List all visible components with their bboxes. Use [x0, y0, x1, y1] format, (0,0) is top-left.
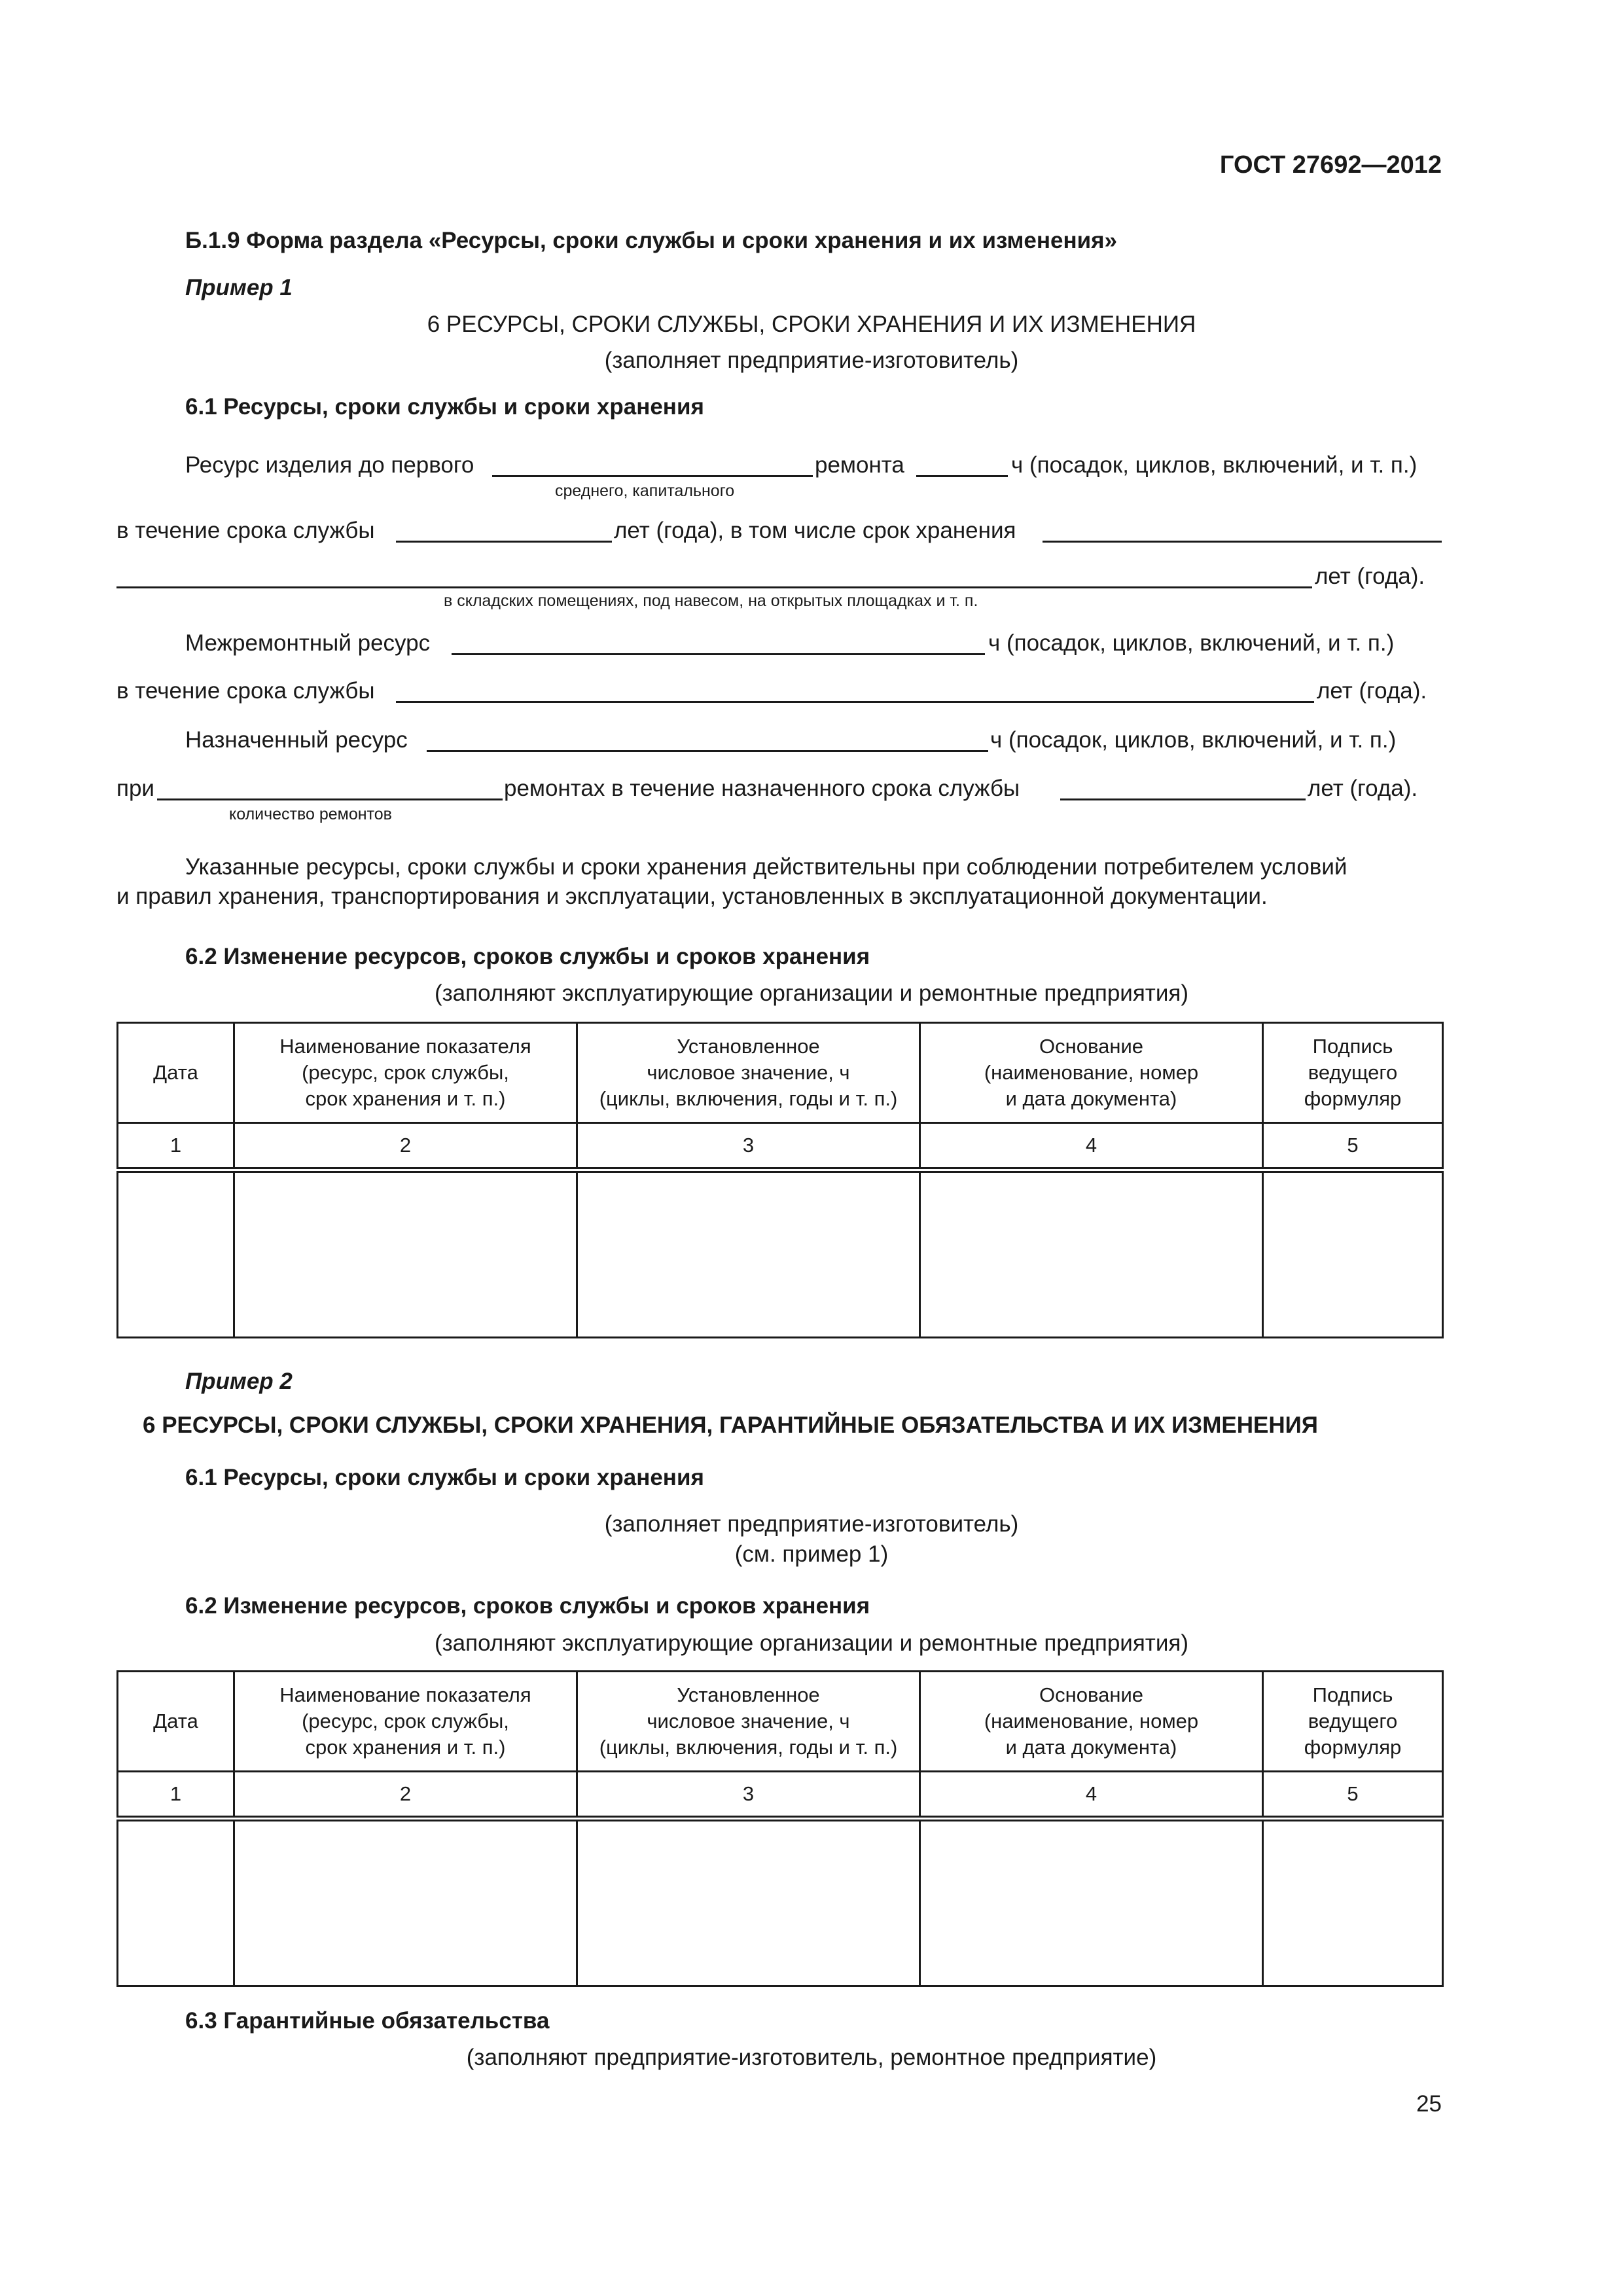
- header-indicator: [234, 1672, 577, 1772]
- header-signature-line2: ведущего: [1308, 1710, 1398, 1732]
- header-date: [118, 1023, 234, 1123]
- example1-title: 6 РЕСУРСЫ, СРОКИ СЛУЖБЫ, СРОКИ ХРАНЕНИЯ И ИХ ИЗМЕНЕНИЯ: [427, 312, 1196, 337]
- header-signature-line1: Подпись: [1312, 1683, 1393, 1706]
- header-date-text: Дата: [153, 1061, 198, 1084]
- header-indicator-line1: Наименование показателя: [279, 1035, 531, 1058]
- example1-label: Пример 1: [185, 275, 293, 300]
- col-number: 5: [1263, 1772, 1443, 1819]
- form-l4-label: Межремонтный ресурс: [185, 630, 431, 656]
- table-cell-empty[interactable]: [118, 1170, 234, 1338]
- table-cell-empty[interactable]: [920, 1819, 1263, 1986]
- header-basis-line2: (наименование, номер: [984, 1710, 1199, 1732]
- form-l6-unit: ч (посадок, циклов, включений, и т. п.): [990, 727, 1397, 753]
- form-l5-unit: лет (года).: [1317, 678, 1427, 704]
- page-number: 25: [1416, 2091, 1442, 2117]
- header-basis-line1: Основание: [1039, 1035, 1143, 1058]
- note-line-2: и правил хранения, транспортирования и эксплуатации, установленных в эксплуатационной документации.: [116, 884, 1268, 909]
- table-cell-empty[interactable]: [577, 1170, 920, 1338]
- table-header-row: [118, 1023, 1443, 1123]
- example2-subsection-6-2: 6.2 Изменение ресурсов, сроков службы и сроков хранения: [185, 1593, 870, 1619]
- header-value: [577, 1672, 920, 1772]
- table-number-row: [118, 1772, 1443, 1819]
- header-indicator-line2: (ресурс, срок службы,: [302, 1061, 509, 1084]
- header-indicator-line3: срок хранения и т. п.): [305, 1736, 506, 1759]
- form-l7-label: при: [116, 776, 154, 801]
- table-cell-empty[interactable]: [577, 1819, 920, 1986]
- header-value-line1: Установленное: [677, 1035, 820, 1058]
- document-code: ГОСТ 27692—2012: [1219, 151, 1442, 179]
- col-number: 3: [577, 1772, 920, 1819]
- header-signature-line2: ведущего: [1308, 1061, 1398, 1084]
- form-l7-hint: количество ремонтов: [229, 805, 392, 823]
- form-l2-field-storage[interactable]: [1043, 541, 1442, 543]
- table-cell-empty[interactable]: [1263, 1819, 1443, 1986]
- header-value-line3: (циклы, включения, годы и т. п.): [599, 1087, 898, 1110]
- form-l3-hint: в складских помещениях, под навесом, на открытых площадках и т. п.: [444, 592, 978, 610]
- form-l7-field-repair-count[interactable]: [157, 798, 503, 800]
- example2-label: Пример 2: [185, 1369, 293, 1394]
- section-title: Б.1.9 Форма раздела «Ресурсы, сроки службы и сроки хранения и их изменения»: [185, 228, 1118, 253]
- table-header-row: [118, 1672, 1443, 1772]
- form-l3-field-storage-place[interactable]: [116, 586, 1312, 588]
- table-number-row: [118, 1123, 1443, 1170]
- header-basis: [920, 1023, 1263, 1123]
- header-signature-line1: Подпись: [1312, 1035, 1393, 1058]
- header-value-line1: Установленное: [677, 1683, 820, 1706]
- header-basis-line2: (наименование, номер: [984, 1061, 1199, 1084]
- col-number: 4: [920, 1123, 1263, 1170]
- header-indicator-line1: Наименование показателя: [279, 1683, 531, 1706]
- header-value-line2: числовое значение, ч: [647, 1061, 850, 1084]
- form-l4-unit: ч (посадок, циклов, включений, и т. п.): [988, 630, 1395, 656]
- header-value-line2: числовое значение, ч: [647, 1710, 850, 1732]
- example1-subsection-6-2: 6.2 Изменение ресурсов, сроков службы и сроков хранения: [185, 944, 870, 969]
- table-row: [118, 1819, 1443, 1986]
- changes-table-example2: [116, 1670, 1444, 1987]
- example2-subsection-6-3: 6.3 Гарантийные обязательства: [185, 2008, 550, 2034]
- form-l1-hint: среднего, капитального: [555, 482, 735, 500]
- form-l6-field-assigned-resource[interactable]: [427, 750, 988, 752]
- col-number: 2: [234, 1772, 577, 1819]
- header-signature-line3: формуляр: [1304, 1736, 1402, 1759]
- example2-filled-by: (заполняет предприятие-изготовитель): [604, 1511, 1019, 1537]
- table-cell-empty[interactable]: [234, 1170, 577, 1338]
- header-signature-line3: формуляр: [1304, 1087, 1402, 1110]
- header-date: [118, 1672, 234, 1772]
- form-l4-field-overhaul-resource[interactable]: [452, 653, 985, 655]
- header-basis-line3: и дата документа): [1005, 1736, 1177, 1759]
- example2-subsection-6-1: 6.1 Ресурсы, сроки службы и сроки хранения: [185, 1465, 704, 1490]
- form-l6-label: Назначенный ресурс: [185, 727, 408, 753]
- form-l1-label-2: ремонта: [815, 452, 904, 478]
- example2-subsection-6-3-filled-by: (заполняют предприятие-изготовитель, ремонтное предприятие): [466, 2045, 1157, 2070]
- form-l1-field-repair-type[interactable]: [492, 475, 813, 477]
- header-indicator-line2: (ресурс, срок службы,: [302, 1710, 509, 1732]
- form-l5-field-service-life[interactable]: [396, 701, 1314, 703]
- form-l3-unit: лет (года).: [1315, 564, 1425, 589]
- col-number: 4: [920, 1772, 1263, 1819]
- example1-filled-by: (заполняет предприятие-изготовитель): [604, 348, 1019, 373]
- form-l1-unit: ч (посадок, циклов, включений, и т. п.): [1011, 452, 1418, 478]
- table-row: [118, 1170, 1443, 1338]
- col-number: 1: [118, 1123, 234, 1170]
- header-signature: [1263, 1672, 1443, 1772]
- example1-subsection-6-2-filled-by: (заполняют эксплуатирующие организации и ремонтные предприятия): [434, 980, 1188, 1006]
- header-basis-line1: Основание: [1039, 1683, 1143, 1706]
- table-cell-empty[interactable]: [920, 1170, 1263, 1338]
- header-indicator-line3: срок хранения и т. п.): [305, 1087, 506, 1110]
- col-number: 1: [118, 1772, 234, 1819]
- header-indicator: [234, 1023, 577, 1123]
- table-cell-empty[interactable]: [234, 1819, 577, 1986]
- table-cell-empty[interactable]: [1263, 1170, 1443, 1338]
- col-number: 2: [234, 1123, 577, 1170]
- table-cell-empty[interactable]: [118, 1819, 234, 1986]
- header-value-line3: (циклы, включения, годы и т. п.): [599, 1736, 898, 1759]
- form-l2-label: в течение срока службы: [116, 518, 375, 543]
- example2-see-example1: (см. пример 1): [734, 1541, 889, 1567]
- note-line-1: Указанные ресурсы, сроки службы и сроки хранения действительны при соблюдении потребителем условий: [185, 854, 1347, 880]
- col-number: 3: [577, 1123, 920, 1170]
- example1-subsection-6-1: 6.1 Ресурсы, сроки службы и сроки хранения: [185, 394, 704, 420]
- header-basis: [920, 1672, 1263, 1772]
- header-value: [577, 1023, 920, 1123]
- header-basis-line3: и дата документа): [1005, 1087, 1177, 1110]
- example2-subsection-6-2-filled-by: (заполняют эксплуатирующие организации и ремонтные предприятия): [434, 1630, 1188, 1656]
- form-l5-label: в течение срока службы: [116, 678, 375, 704]
- header-signature: [1263, 1023, 1443, 1123]
- form-l7-label-2: ремонтах в течение назначенного срока службы: [504, 776, 1020, 801]
- col-number: 5: [1263, 1123, 1443, 1170]
- form-l1-label: Ресурс изделия до первого: [185, 452, 474, 478]
- changes-table-example1: [116, 1022, 1444, 1338]
- form-l7-field-assigned-life[interactable]: [1060, 798, 1306, 800]
- form-l2-label-2: лет (года), в том числе срок хранения: [614, 518, 1016, 543]
- form-l2-field-service-life[interactable]: [396, 541, 612, 543]
- example2-title: 6 РЕСУРСЫ, СРОКИ СЛУЖБЫ, СРОКИ ХРАНЕНИЯ, ГАРАНТИЙНЫЕ ОБЯЗАТЕЛЬСТВА И ИХ ИЗМЕНЕНИЯ: [143, 1412, 1318, 1438]
- form-l1-field-hours[interactable]: [916, 475, 1008, 477]
- form-l7-unit: лет (года).: [1308, 776, 1418, 801]
- header-date-text: Дата: [153, 1710, 198, 1732]
